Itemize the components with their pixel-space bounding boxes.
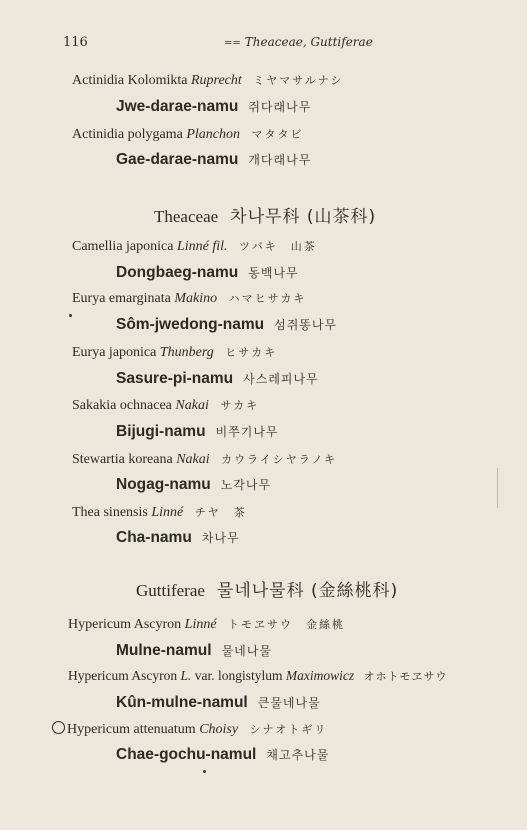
species-line [72,290,306,307]
korean-hangul: 섬쥐똥나무 [274,318,338,332]
japanese-name: ヒサカキ [225,346,278,359]
latin-name: Hypericum attenuatum [67,722,196,737]
korean-hangul: 개다래나무 [248,153,312,167]
korean-name-line [116,370,319,388]
japanese-name: オホトモヱサウ [363,670,448,683]
circle-mark-icon [52,721,65,734]
family-latin: Theaceae [154,207,219,226]
korean-romanized: Mulne-namul [116,642,212,659]
korean-hangul: 사스레피나무 [243,372,319,386]
japanese-name: マタタビ [251,128,304,141]
korean-name-line [116,423,279,441]
korean-romanized: Sôm-jwedong-namu [116,316,265,333]
korean-romanized: Gae-darae-namu [116,151,239,168]
korean-romanized: Bijugi-namu [116,423,206,440]
korean-name-line [116,151,311,169]
korean-romanized: Kûn-mulne-namul [116,694,248,711]
korean-hangul: 차나무 [201,531,240,545]
species-line [72,451,337,468]
author: Planchon [186,127,240,142]
species-line [72,397,259,414]
korean-romanized: Jwe-darae-namu [116,98,239,115]
print-speck [69,314,72,317]
latin-name: Sakakia ochnacea [72,398,172,413]
author: Linné [184,617,217,632]
page-edge-mark [497,468,498,508]
variety: var. longistylum [194,668,283,683]
korean-romanized: Dongbaeg-namu [116,264,239,281]
japanese-name: チヤ 茶 [194,506,247,519]
author: L. [180,668,192,683]
author: Choisy [199,722,239,737]
latin-name: Stewartia koreana [72,452,173,467]
species-line [52,721,327,738]
species-line [72,126,303,143]
korean-hangul: 큰물네나물 [257,696,321,710]
author: Thunberg [159,345,214,360]
korean-romanized: Cha-namu [116,529,192,546]
korean-name-line [116,264,299,282]
korean-name-line [116,316,337,334]
latin-name: Hypericum Ascyron [68,617,182,632]
species-line [72,238,317,255]
author: Nakai [175,398,209,413]
korean-romanized: Nogag-namu [116,476,211,493]
author: Ruprecht [190,73,242,88]
running-title-text: Theaceae, Guttiferae [244,35,373,49]
header-mark: == [224,38,241,49]
latin-name: Eurya emarginata [72,291,171,306]
page-number: 116 [63,35,88,50]
latin-name: Thea sinensis [72,505,148,520]
korean-hangul: 노각나무 [220,478,272,492]
latin-name: Eurya japonica [72,345,157,360]
author: Makino [174,291,218,306]
family-korean: 차나무科 (山茶科) [230,207,377,227]
japanese-name: トモヱサウ 金絲桃 [228,618,346,631]
running-title [224,35,373,49]
family-heading-theaceae [154,202,376,227]
family-latin: Guttiferae [136,581,205,600]
author-variety: Maximowicz [285,668,355,683]
korean-hangul: 쥐다래나무 [248,100,312,114]
family-heading-guttiferae [136,576,398,601]
species-line [72,504,247,521]
latin-name: Actinidia polygama [72,127,183,142]
species-line [72,344,277,361]
korean-hangul: 채고추나물 [266,748,330,762]
korean-name-line [116,529,240,547]
species-line [68,668,448,684]
family-korean: 물네나물科 (金絲桃科) [216,581,399,601]
latin-name: Actinidia Kolomikta [72,73,188,88]
japanese-name: ミヤマサルナシ [253,74,344,87]
korean-name-line [116,746,329,764]
japanese-name: ツバキ 山茶 [239,240,317,253]
latin-name: Hypericum Ascyron [68,668,178,683]
korean-name-line [116,476,271,494]
author: Nakai [176,452,210,467]
korean-hangul: 비쭈기나무 [215,425,279,439]
japanese-name: シナオトギリ [249,723,328,736]
korean-name-line [116,642,272,660]
print-speck [203,770,206,773]
japanese-name: サカキ [220,399,260,412]
korean-hangul: 물네나물 [221,644,272,658]
korean-hangul: 동백나무 [248,266,299,280]
author: Linné [151,505,184,520]
species-line [72,72,344,89]
japanese-name: カウライシヤラノキ [221,453,338,466]
korean-name-line [116,98,311,116]
latin-name: Camellia japonica [72,239,174,254]
korean-romanized: Chae-gochu-namul [116,746,257,763]
japanese-name: ハマヒサカキ [228,292,307,305]
korean-romanized: Sasure-pi-namu [116,370,234,387]
author: Linné fil. [176,239,228,254]
species-line [68,616,345,633]
korean-name-line [116,694,321,712]
